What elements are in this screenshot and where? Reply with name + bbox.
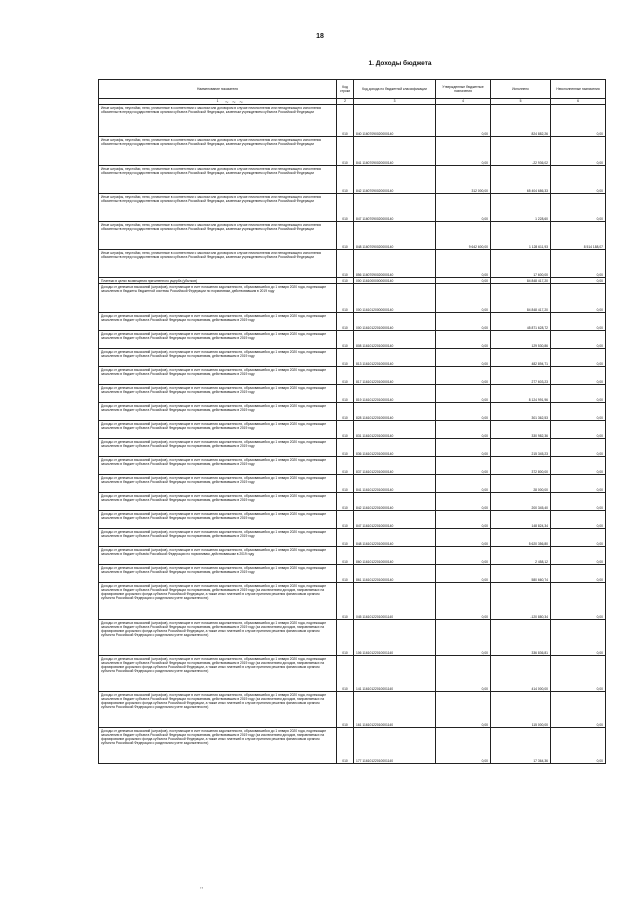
row-line-code: 010 xyxy=(337,475,354,493)
column-number: 2 xyxy=(337,99,354,105)
row-approved: 0,00 xyxy=(436,421,491,439)
table-row xyxy=(99,457,606,475)
column-number: 3 xyxy=(354,99,436,105)
table-row xyxy=(99,166,606,194)
row-executed: 84 848 417,20 xyxy=(491,278,551,284)
row-line-code: 010 xyxy=(337,331,354,349)
row-unexecuted: 0,00 xyxy=(551,439,606,457)
row-approved: 0,00 xyxy=(436,565,491,583)
table-row xyxy=(99,439,606,457)
table-row xyxy=(99,583,606,620)
row-name: Иные штрафы, неустойки, пени, уплаченные в соответствии с законом или договором в случае неисполнения или ненадлежащего исполнения обязательств перед государственным органом субъекта Российской Федерации, казенным учреждением субъекта Российской Федерации xyxy=(99,105,337,137)
scan-mark: ,, xyxy=(200,884,204,890)
row-approved: 0,00 xyxy=(436,493,491,511)
row-income-code: 161 11610122010001140 xyxy=(354,692,436,728)
row-executed: 17 364,36 xyxy=(491,728,551,764)
row-name: Иные штрафы, неустойки, пени, уплаченные в соответствии с законом или договором в случае неисполнения или ненадлежащего исполнения обязательств перед государственным органом субъекта Российской Федерации, казенным учреждением субъекта Российской Федерации xyxy=(99,250,337,278)
table-row xyxy=(99,313,606,331)
table-row xyxy=(99,475,606,493)
row-name: Доходы от денежных взысканий (штрафов), поступающие в счет погашения задолженности, образовавшейся до 1 января 2020 года, подлежащие зачислению в бюджет субъекта Российской Федерации по нормативам, действовавшим в 2019 году xyxy=(99,349,337,367)
row-name: Доходы от денежных взысканий (штрафов), поступающие в счет погашения задолженности, образовавшейся до 1 января 2020 года, подлежащие зачислению в бюджет субъекта Российской Федерации по нормативам, действовавшим в 2019 году xyxy=(99,331,337,349)
row-income-code: 836 11610122010000140 xyxy=(354,439,436,457)
row-line-code: 010 xyxy=(337,547,354,565)
column-number: 4 xyxy=(436,99,491,105)
section-title: 1. Доходы бюджета xyxy=(368,60,432,67)
row-approved: 0,00 xyxy=(436,284,491,313)
row-line-code: 010 xyxy=(337,620,354,656)
row-name: Доходы от денежных взысканий (штрафов), поступающие в счет погашения задолженности, образовавшейся до 1 января 2020 года, подлежащие зачислению в бюджет субъекта Российской Федерации по нормативам, действовавшим в 2019 году (за исключением доходов, направляемых на формирование дорожного фонда субъекта Российской Федерации, а также иных платежей в случае принятия решения финансовым органом субъекта Российской Федерации о раздельном учете задолженности) xyxy=(99,620,337,656)
table-row xyxy=(99,367,606,385)
row-approved: 0,00 xyxy=(436,137,491,166)
row-income-code: 842 11610122010000140 xyxy=(354,493,436,511)
row-approved: 0,00 xyxy=(436,385,491,403)
handwritten-mark: ~ ~ ~ xyxy=(225,100,244,106)
row-approved: 0,00 xyxy=(436,547,491,565)
row-line-code: 010 xyxy=(337,313,354,331)
row-executed: 2 458,12 xyxy=(491,547,551,565)
row-line-code: 010 xyxy=(337,105,354,137)
row-income-code: 817 11610122010000140 xyxy=(354,367,436,385)
row-unexecuted: 0,00 xyxy=(551,403,606,421)
row-executed: 5 620 356,80 xyxy=(491,529,551,547)
row-approved: 9 642 600,00 xyxy=(436,222,491,250)
row-income-code: 000 11610000000000140 xyxy=(354,278,436,284)
row-name: Доходы от денежных взысканий (штрафов), поступающие в счет погашения задолженности, образовавшейся до 1 января 2020 года, подлежащие зачислению в бюджет субъекта Российской Федерации по нормативам, действовавшим в 2019 году xyxy=(99,493,337,511)
row-income-code: 045 11610122010001140 xyxy=(354,583,436,620)
row-unexecuted: 8 514 188,07 xyxy=(551,222,606,250)
row-unexecuted: 0,00 xyxy=(551,583,606,620)
row-income-code: 860 11610122010000140 xyxy=(354,547,436,565)
table-row xyxy=(99,349,606,367)
row-unexecuted: 0,00 xyxy=(551,284,606,313)
row-approved: 0,00 xyxy=(436,457,491,475)
row-income-code: 856 11607090020000140 xyxy=(354,250,436,278)
table-row xyxy=(99,385,606,403)
row-executed: 8 124 991,96 xyxy=(491,385,551,403)
row-income-code: 808 11610122010000140 xyxy=(354,331,436,349)
row-name: Иные штрафы, неустойки, пени, уплаченные в соответствии с законом или договором в случае неисполнения или ненадлежащего исполнения обязательств перед государственным органом субъекта Российской Федерации, казенным учреждением субъекта Российской Федерации xyxy=(99,194,337,222)
header-name: Наименование показателя xyxy=(99,80,337,99)
table-row xyxy=(99,692,606,728)
row-unexecuted: 0,00 xyxy=(551,194,606,222)
row-income-code: 837 11610122010000140 xyxy=(354,457,436,475)
row-unexecuted: 0,00 xyxy=(551,547,606,565)
row-executed: 215 345,23 xyxy=(491,439,551,457)
row-name: Доходы от денежных взысканий (штрафов), поступающие в счет погашения задолженности, образовавшейся до 1 января 2020 года, подлежащие зачислению в бюджет субъекта Российской Федерации по нормативам, действовавшим в 2019 году (за исключением доходов, направляемых на формирование дорожного фонда субъекта Российской Федерации, а также иных платежей в случае принятия решения финансовым органом субъекта Российской Федерации о раздельном учете задолженности) xyxy=(99,656,337,692)
row-name: Платежи в целях возмещения причиненного ущерба (убытков) xyxy=(99,278,337,284)
table-row xyxy=(99,529,606,547)
row-unexecuted: 0,00 xyxy=(551,656,606,692)
row-executed: 1 128 611,93 xyxy=(491,222,551,250)
row-name: Доходы от денежных взысканий (штрафов), поступающие в счет погашения задолженности, образовавшейся до 1 января 2020 года, подлежащие зачислению в бюджет субъекта Российской Федерации по нормативам, действовавшим в 2019 году xyxy=(99,421,337,439)
row-name: Доходы от денежных взысканий (штрафов), поступающие в счет погашения задолженности, образовавшейся до 1 января 2020 года, подлежащие зачислению в бюджет субъекта Российской Федерации по нормативам, действовавшим в 2019 году xyxy=(99,403,337,421)
column-number: 5 xyxy=(491,99,551,105)
budget-income-table xyxy=(98,79,606,764)
row-approved: 0,00 xyxy=(436,475,491,493)
row-approved: 0,00 xyxy=(436,194,491,222)
row-unexecuted: 0,00 xyxy=(551,565,606,583)
table-row xyxy=(99,565,606,583)
table-row xyxy=(99,137,606,166)
row-unexecuted: 0,00 xyxy=(551,493,606,511)
row-name: Доходы от денежных взысканий (штрафов), поступающие в счет погашения задолженности, образовавшейся до 1 января 2020 года, подлежащие зачислению в бюджет субъекта Российской Федерации по нормативам, действовавшим в 2019 году xyxy=(99,385,337,403)
row-executed: 17 600,00 xyxy=(491,250,551,278)
row-name: Доходы от денежных взысканий (штрафов), поступающие в счет погашения задолженности, образовавшейся до 1 января 2020 года, подлежащие зачислению в бюджет субъекта Российской Федерации по нормативам, действовавшим в 2019 году xyxy=(99,529,337,547)
row-income-code: 141 11610122010001140 xyxy=(354,656,436,692)
row-approved: 0,00 xyxy=(436,250,491,278)
row-approved: 0,00 xyxy=(436,403,491,421)
row-executed: 372 800,00 xyxy=(491,457,551,475)
row-line-code: 010 xyxy=(337,166,354,194)
header-unexecuted: Неисполненные назначения xyxy=(551,80,606,99)
row-name: Доходы от денежных взысканий (штрафов), поступающие в счет погашения задолженности, образовавшейся до 1 января 2020 года, подлежащие зачислению в бюджет субъекта Российской Федерации по нормативам, действовавшим в 2019 году xyxy=(99,511,337,529)
row-executed: 301 362,53 xyxy=(491,403,551,421)
row-name: Доходы от денежных взысканий (штрафов), поступающие в счет погашения задолженности, образовавшейся до 1 января 2020 года, подлежащие зачислению в бюджет субъекта Российской Федерации по нормативам, действовавшим в 2019 году (за исключением доходов, направляемых на формирование дорожного фонда субъекта Российской Федерации, а также иных платежей в случае принятия решения финансовым органом субъекта Российской Федерации о раздельном учете задолженности) xyxy=(99,728,337,764)
row-executed: 330 982,36 xyxy=(491,421,551,439)
row-approved: 0,00 xyxy=(436,656,491,692)
row-name: Доходы от денежных взысканий (штрафов), поступающие в счет погашения задолженности, образовавшейся до 1 января 2020 года, подлежащие зачислению в бюджет субъекта Российской Федерации по нормативам, действовавшим в 2019 году xyxy=(99,565,337,583)
row-line-code: 010 xyxy=(337,439,354,457)
row-executed: 148 824,34 xyxy=(491,511,551,529)
header-approved: Утвержденные бюджетные назначения xyxy=(436,80,491,99)
row-executed: 482 894,71 xyxy=(491,349,551,367)
row-executed: 277 603,23 xyxy=(491,367,551,385)
row-line-code: 010 xyxy=(337,529,354,547)
row-unexecuted: 0,00 xyxy=(551,421,606,439)
row-income-code: 813 11610122010000140 xyxy=(354,349,436,367)
row-income-code: 828 11610122010000140 xyxy=(354,403,436,421)
row-name: Доходы от денежных взысканий (штрафов), поступающие в счет погашения задолженности, образовавшейся до 1 января 2020 года, подлежащие зачислению в бюджет субъекта Российской Федерации по нормативам, действовавшим в 2019 году xyxy=(99,457,337,475)
row-line-code: 010 xyxy=(337,421,354,439)
row-executed: 45 871 628,72 xyxy=(491,313,551,331)
table-row xyxy=(99,250,606,278)
row-income-code: 848 11607090020000140 xyxy=(354,222,436,250)
row-income-code: 847 11610122010000140 xyxy=(354,511,436,529)
row-approved: 0,00 xyxy=(436,331,491,349)
page-number: 18 xyxy=(316,33,324,40)
row-line-code: 010 xyxy=(337,565,354,583)
row-unexecuted: 0,00 xyxy=(551,475,606,493)
row-executed: 84 848 417,20 xyxy=(491,284,551,313)
row-name: Доходы от денежных взысканий (штрафов), поступающие в счет погашения задолженности, образовавшейся до 1 января 2020 года, подлежащие зачислению в бюджет субъекта Российской Федерации по нормативам, действовавшим в 2019 году xyxy=(99,439,337,457)
column-number: 1 xyxy=(99,99,337,105)
row-name: Доходы от денежных взысканий (штрафов), поступающие в счет погашения задолженности, образовавшейся до 1 января 2020 года, подлежащие зачислению в бюджет субъекта Российской Федерации по нормативам, действовавшим в 2019 году xyxy=(99,313,337,331)
row-executed: -22 936,02 xyxy=(491,137,551,166)
column-number: 6 xyxy=(551,99,606,105)
row-line-code: 010 xyxy=(337,583,354,620)
table-row xyxy=(99,222,606,250)
row-approved: 0,00 xyxy=(436,278,491,284)
row-executed: 824 882,26 xyxy=(491,105,551,137)
row-name: Доходы от денежных взысканий (штрафов), поступающие в счет погашения задолженности, образовавшейся до 1 января 2020 года, подлежащие зачислению в бюджет субъекta Российской Федерации по нормативам, действовавшим в 2019 году xyxy=(99,547,337,565)
table-row xyxy=(99,620,606,656)
row-approved: 312 000,00 xyxy=(436,166,491,194)
row-executed: 129 530,86 xyxy=(491,331,551,349)
row-income-code: 841 11607090020000140 xyxy=(354,137,436,166)
row-approved: 0,00 xyxy=(436,692,491,728)
row-income-code: 861 11610122010000140 xyxy=(354,565,436,583)
row-income-code: 840 11607090020000140 xyxy=(354,105,436,137)
row-approved: 0,00 xyxy=(436,349,491,367)
table-row xyxy=(99,331,606,349)
row-approved: 0,00 xyxy=(436,583,491,620)
table-row xyxy=(99,421,606,439)
row-line-code: 010 xyxy=(337,728,354,764)
row-unexecuted: 0,00 xyxy=(551,250,606,278)
table-header-row xyxy=(99,80,606,99)
row-approved: 0,00 xyxy=(436,367,491,385)
row-name: Доходы от денежных взысканий (штрафов), поступающие в счет погашения задолженности, образовавшейся до 1 января 2020 года, подлежащие зачислению в бюджет субъекта Российской Федерации по нормативам, действовавшим в 2019 году xyxy=(99,475,337,493)
row-income-code: 000 11610122010000140 xyxy=(354,313,436,331)
table-row xyxy=(99,403,606,421)
table-row xyxy=(99,105,606,137)
row-unexecuted: 0,00 xyxy=(551,137,606,166)
row-unexecuted: 0,00 xyxy=(551,728,606,764)
row-executed: 28 000,00 xyxy=(491,475,551,493)
row-unexecuted: 0,00 xyxy=(551,385,606,403)
table-body xyxy=(99,105,606,764)
row-approved: 0,00 xyxy=(436,620,491,656)
row-unexecuted: 0,00 xyxy=(551,349,606,367)
row-unexecuted: 0,00 xyxy=(551,367,606,385)
table-row xyxy=(99,728,606,764)
row-unexecuted: 0,00 xyxy=(551,620,606,656)
table-row xyxy=(99,194,606,222)
row-line-code: 010 xyxy=(337,349,354,367)
row-line-code: 010 xyxy=(337,284,354,313)
row-unexecuted: 0,00 xyxy=(551,331,606,349)
row-executed: 1 228,60 xyxy=(491,194,551,222)
row-unexecuted: 0,00 xyxy=(551,166,606,194)
row-income-code: 841 11610122010000140 xyxy=(354,475,436,493)
row-line-code: 010 xyxy=(337,656,354,692)
row-executed: -120 880,34 xyxy=(491,583,551,620)
header-line-code: Код строки xyxy=(337,80,354,99)
row-line-code: 010 xyxy=(337,493,354,511)
row-name: Иные штрафы, неустойки, пени, уплаченные в соответствии с законом или договором в случае неисполнения или ненадлежащего исполнения обязательств перед государственным органом субъекта Российской Федерации, казенным учреждением субъекта Российской Федерации xyxy=(99,166,337,194)
row-approved: 0,00 xyxy=(436,529,491,547)
table-row xyxy=(99,656,606,692)
row-unexecuted: 0,00 xyxy=(551,692,606,728)
row-name: Доходы от денежных взысканий (штрафов), поступающие в счет погашения задолженности, образовавшейся до 1 января 2020 года, подлежащие зачислению в бюджеты бюджетной системы Российской Федерации по нормативам, действовавшим в 2019 году xyxy=(99,284,337,313)
row-line-code: 010 xyxy=(337,457,354,475)
row-income-code: 842 11607090020000140 xyxy=(354,166,436,194)
row-name: Иные штрафы, неустойки, пени, уплаченные в соответствии с законом или договором в случае неисполнения или ненадлежащего исполнения обязательств перед государственным органом субъекта Российской Федерации, казенным учреждением субъекта Российской Федерации xyxy=(99,137,337,166)
row-executed: 580 660,74 xyxy=(491,565,551,583)
row-income-code: 831 11610122010000140 xyxy=(354,421,436,439)
table-row xyxy=(99,511,606,529)
header-executed: Исполнено xyxy=(491,80,551,99)
row-approved: 0,00 xyxy=(436,439,491,457)
row-name: Иные штрафы, неустойки, пени, уплаченные в соответствии с законом или договором в случае неисполнения или ненадлежащего исполнения обязательств перед государственным органом субъекта Российской Федерации, казенным учреждением субъекта Российской Федерации xyxy=(99,222,337,250)
row-unexecuted: 0,00 xyxy=(551,105,606,137)
row-approved: 0,00 xyxy=(436,105,491,137)
table-row xyxy=(99,547,606,565)
row-income-code: 106 11610122010001140 xyxy=(354,620,436,656)
row-unexecuted: 0,00 xyxy=(551,278,606,284)
header-income-code: Код дохода по бюджетной классификации xyxy=(354,80,436,99)
row-income-code: 819 11610122010000140 xyxy=(354,385,436,403)
row-line-code: 010 xyxy=(337,222,354,250)
row-executed: 200 345,40 xyxy=(491,493,551,511)
row-approved: 0,00 xyxy=(436,728,491,764)
row-income-code: 847 11607090020000140 xyxy=(354,194,436,222)
row-unexecuted: 0,00 xyxy=(551,313,606,331)
row-income-code: 000 11610120000000140 xyxy=(354,284,436,313)
row-line-code: 010 xyxy=(337,403,354,421)
row-line-code: 010 xyxy=(337,194,354,222)
row-unexecuted: 0,00 xyxy=(551,457,606,475)
row-line-code: 010 xyxy=(337,385,354,403)
row-name: Доходы от денежных взысканий (штрафов), поступающие в счет погашения задолженности, образовавшейся до 1 января 2020 года, подлежащие зачислению в бюджет субъекта Российской Федерации по нормативам, действовавшим в 2019 году (за исключением доходов, направляемых на формирование дорожного фонда субъекта Российской Федерации, а также иных платежей в случае принятия решения финансовым органом субъекта Российской Федерации о раздельном учете задолженности) xyxy=(99,583,337,620)
row-line-code: 010 xyxy=(337,250,354,278)
row-unexecuted: 0,00 xyxy=(551,511,606,529)
table-row xyxy=(99,493,606,511)
row-unexecuted: 0,00 xyxy=(551,529,606,547)
row-executed: 65 404 686,33 xyxy=(491,166,551,194)
row-line-code: 010 xyxy=(337,137,354,166)
row-executed: 115 000,00 xyxy=(491,692,551,728)
row-executed: 336 836,81 xyxy=(491,620,551,656)
row-income-code: 848 11610122010000140 xyxy=(354,529,436,547)
row-name: Доходы от денежных взысканий (штрафов), поступающие в счет погашения задолженности, образовавшейся до 1 января 2020 года, подлежащие зачислению в бюджет субъекта Российской Федерации по нормативам, действовавшим в 2019 году (за исключением доходов, направляемых на формирование дорожного фонда субъекта Российской Федерации, а также иных платежей в случае принятия решения финансовым органом субъекта Российской Федерации о раздельном учете задолженности) xyxy=(99,692,337,728)
row-line-code: 010 xyxy=(337,692,354,728)
row-line-code: 010 xyxy=(337,367,354,385)
row-line-code: 010 xyxy=(337,278,354,284)
row-name: Доходы от денежных взысканий (штрафов), поступающие в счет погашения задолженности, образовавшейся до 1 января 2020 года, подлежащие зачислению в бюджет субъекта Российской Федерации по нормативам, действовавшим в 2019 году xyxy=(99,367,337,385)
table-row xyxy=(99,284,606,313)
row-approved: 0,00 xyxy=(436,313,491,331)
row-executed: 414 000,00 xyxy=(491,656,551,692)
row-line-code: 010 xyxy=(337,511,354,529)
row-income-code: 177 11610122010001140 xyxy=(354,728,436,764)
row-approved: 0,00 xyxy=(436,511,491,529)
